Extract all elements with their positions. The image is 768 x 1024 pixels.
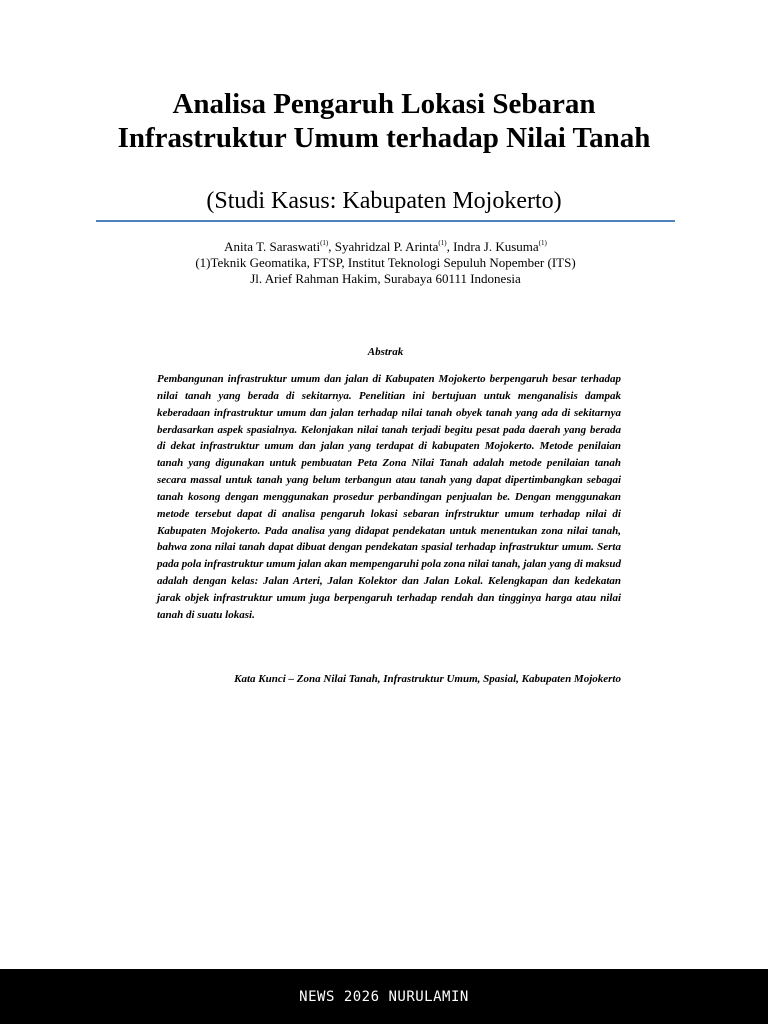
title-divider xyxy=(96,220,675,222)
paper-subtitle: (Studi Kasus: Kabupaten Mojokerto) xyxy=(206,188,562,214)
abstract-heading: Abstrak xyxy=(367,346,404,358)
author-separator: , xyxy=(328,239,335,254)
footer-bar xyxy=(0,969,768,1024)
author-name: Anita T. Saraswati xyxy=(224,239,321,254)
author-name: Indra J. Kusuma xyxy=(453,239,539,254)
keywords-line: Kata Kunci – Zona Nilai Tanah, Infrastruktur Umum, Spasial, Kabupaten Mojokerto xyxy=(234,673,621,685)
affiliation-mark: (1) xyxy=(438,239,447,247)
author-list xyxy=(96,239,675,255)
author-address: Jl. Arief Rahman Hakim, Surabaya 60111 Indonesia xyxy=(250,271,521,286)
author-name: Syahridzal P. Arinta xyxy=(334,239,439,254)
affiliation-mark: (1) xyxy=(538,239,547,247)
author-block xyxy=(96,239,675,287)
author-affiliation: (1)Teknik Geomatika, FTSP, Institut Teknologi Sepuluh Nopember (ITS) xyxy=(195,255,576,270)
author-separator: , xyxy=(446,239,454,254)
affiliation-mark: (1) xyxy=(320,239,329,247)
footer-watermark: NEWS 2026 NURULAMIN xyxy=(299,989,469,1005)
abstract-body: Pembangunan infrastruktur umum dan jalan di Kabupaten Mojokerto berpengaruh besar terhadap nilai tanah yang berada di sekitarnya. Penelitian ini bertujuan untuk menganalisis dampak keberadaan infrastruktur umum dan jalan terhadap nilai tanah obyek tanah yang ada di sekitarnya berdasarkan aspek spasialnya. Kelonjakan nilai tanah terjadi begitu pesat pada daerah yang berada di dekat infrastruktur umum dan jalan yang terdapat di kabupaten Mojokerto. Metode penilaian tanah yang digunakan untuk pembuatan Peta Zona Nilai Tanah adalah metode penilaian tanah secara massal untuk tanah yang belum terbangun atau tanah yang dapat dipertimbangkan sebagai tanah kosong dengan menggunakan prosedur perbandingan penjualan be. Dengan menggunakan metode tersebut dapat di analisa pengaruh lokasi sebaran infrstruktur umum terhadap nilai di Kabupaten Mojokerto. Pada analisa yang didapat pendekatan untuk menentukan zona nilai tanah, bahwa zona nilai tanah dapat dibuat dengan pendekatan spasial terhadap infrastruktur umum. Serta pada pola infrastruktur umum jalan akan mempengaruhi pola zona nilai tanah, jalan yang di maksud adalah dengan kelas: Jalan Arteri, Jalan Kolektor dan Jalan Lokal. Kelengkapan dan kedekatan jarak objek infrastruktur umum juga berpengaruh terhadap rendah dan tingginya harga atau nilai tanah di suatu lokasi. xyxy=(157,373,621,621)
paper-title: Analisa Pengaruh Lokasi Sebaran Infrastruktur Umum terhadap Nilai Tanah xyxy=(117,88,651,154)
